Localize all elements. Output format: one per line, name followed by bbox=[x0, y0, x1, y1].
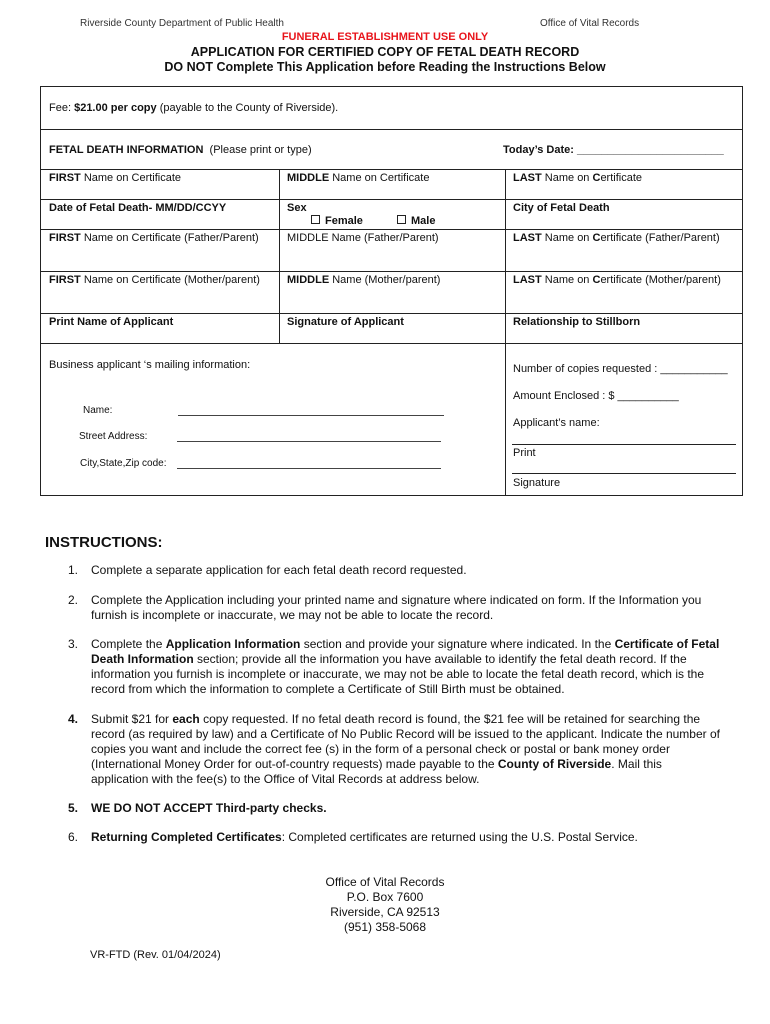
instruction-item: 5. WE DO NOT ACCEPT Third-party checks. bbox=[68, 801, 327, 815]
city-of-death-field[interactable]: City of Fetal Death bbox=[513, 202, 610, 214]
mother-first-name-field[interactable]: FIRST Name on Certificate (Mother/parent) bbox=[49, 274, 260, 286]
father-last-name-field[interactable]: LAST Name on Certificate (Father/Parent) bbox=[513, 232, 720, 244]
instruction-item: 4. Submit $21 for each copy requested. If no fetal death record is found, the $21 fee will be retained for searching the record (as required by law) and a Certificate of No Public Record will be issued to the applicant. Indicate the number of copies you want and include the correct fee (s) in the form of a personal check or postal or bank money order (International Money Order for out-of-country requests) made payable to the County of Riverside. Mail this application with the fee(s) to the Office of Vital Records at address below. bbox=[68, 712, 720, 786]
relationship-field[interactable]: Relationship to Stillborn bbox=[513, 316, 641, 328]
date-of-death-field[interactable]: Date of Fetal Death- MM/DD/CCYY bbox=[49, 202, 227, 214]
instructions-title: INSTRUCTIONS: bbox=[45, 534, 163, 551]
street-address-line[interactable] bbox=[177, 441, 441, 442]
address-line: Office of Vital Records bbox=[325, 875, 445, 889]
fetal-section-title: FETAL DEATH INFORMATION (Please print or type) bbox=[49, 144, 312, 156]
city-state-zip-label: City,State,Zip code: bbox=[80, 458, 167, 469]
address-line: P.O. Box 7600 bbox=[346, 890, 424, 904]
signature-field[interactable]: Signature of Applicant bbox=[287, 316, 404, 328]
city-state-zip-line[interactable] bbox=[177, 468, 441, 469]
checkbox-icon bbox=[311, 215, 320, 224]
father-middle-name-field[interactable]: MIDDLE Name (Father/Parent) bbox=[287, 232, 439, 244]
funeral-notice: FUNERAL ESTABLISHMENT USE ONLY bbox=[281, 31, 489, 43]
name-label: Name: bbox=[83, 405, 113, 416]
signature-line[interactable] bbox=[512, 473, 736, 474]
sex-label: Sex bbox=[287, 202, 307, 214]
form-id: VR-FTD (Rev. 01/04/2024) bbox=[90, 949, 221, 961]
mother-last-name-field[interactable]: LAST Name on Certificate (Mother/parent) bbox=[513, 274, 721, 286]
print-name-field[interactable]: Print Name of Applicant bbox=[49, 316, 174, 328]
office-name: Office of Vital Records bbox=[540, 18, 640, 29]
father-first-name-field[interactable]: FIRST Name on Certificate (Father/Parent) bbox=[49, 232, 259, 244]
last-name-field[interactable]: LAST Name on Certificate bbox=[513, 172, 643, 184]
todays-date-field[interactable]: Today’s Date: ________________________ bbox=[503, 144, 724, 156]
first-name-field[interactable]: FIRST Name on Certificate bbox=[49, 172, 182, 184]
mother-middle-name-field[interactable]: MIDDLE Name (Mother/parent) bbox=[287, 274, 441, 286]
print-label: Print bbox=[513, 447, 536, 459]
fee-text: Fee: $21.00 per copy (payable to the County of Riverside). bbox=[49, 102, 339, 114]
male-checkbox[interactable]: Male bbox=[397, 215, 435, 227]
application-form bbox=[40, 86, 743, 496]
department-name: Riverside County Department of Public Health bbox=[80, 18, 284, 29]
signature-label: Signature bbox=[513, 477, 561, 489]
middle-name-field[interactable]: MIDDLE Name on Certificate bbox=[287, 172, 430, 184]
instruction-item: 1. Complete a separate application for each fetal death record requested. bbox=[68, 563, 467, 577]
applicant-name-label: Applicant’s name: bbox=[513, 417, 600, 429]
street-address-label: Street Address: bbox=[79, 431, 148, 442]
form-title: APPLICATION FOR CERTIFIED COPY OF FETAL DEATH RECORD bbox=[190, 45, 580, 59]
address-line: Riverside, CA 92513 bbox=[330, 905, 440, 919]
phone-number: (951) 358-5068 bbox=[343, 920, 427, 934]
instruction-item: 2. Complete the Application including your printed name and signature where indicated on form. If the Information you furnish is incomplete or inaccurate, we may not be able to locate the record. bbox=[68, 593, 702, 622]
checkbox-icon bbox=[397, 215, 406, 224]
amount-enclosed-field[interactable]: Amount Enclosed : $ __________ bbox=[513, 390, 679, 402]
name-line[interactable] bbox=[178, 415, 444, 416]
female-checkbox[interactable]: Female bbox=[311, 215, 363, 227]
form-subtitle: DO NOT Complete This Application before Reading the Instructions Below bbox=[164, 60, 606, 74]
print-line[interactable] bbox=[512, 444, 736, 445]
instruction-item: 6. Returning Completed Certificates: Completed certificates are returned using the U.S. Postal Service. bbox=[68, 830, 638, 844]
instruction-item: 3. Complete the Application Information section and provide your signature where indicated. In the Certificate of Fetal Death Information section; provide all the information you have available to identify the fetal death record. If the information you furnish is incomplete or inaccurate, we may not be able to locate the fetal death record, which is the record from which the information to complete a Certificate of Still Birth must be obtained. bbox=[68, 637, 720, 696]
mailing-address bbox=[0, 875, 770, 935]
copies-requested-field[interactable]: Number of copies requested : ___________ bbox=[513, 363, 728, 375]
business-mailing-title: Business applicant ‘s mailing information: bbox=[49, 359, 251, 371]
